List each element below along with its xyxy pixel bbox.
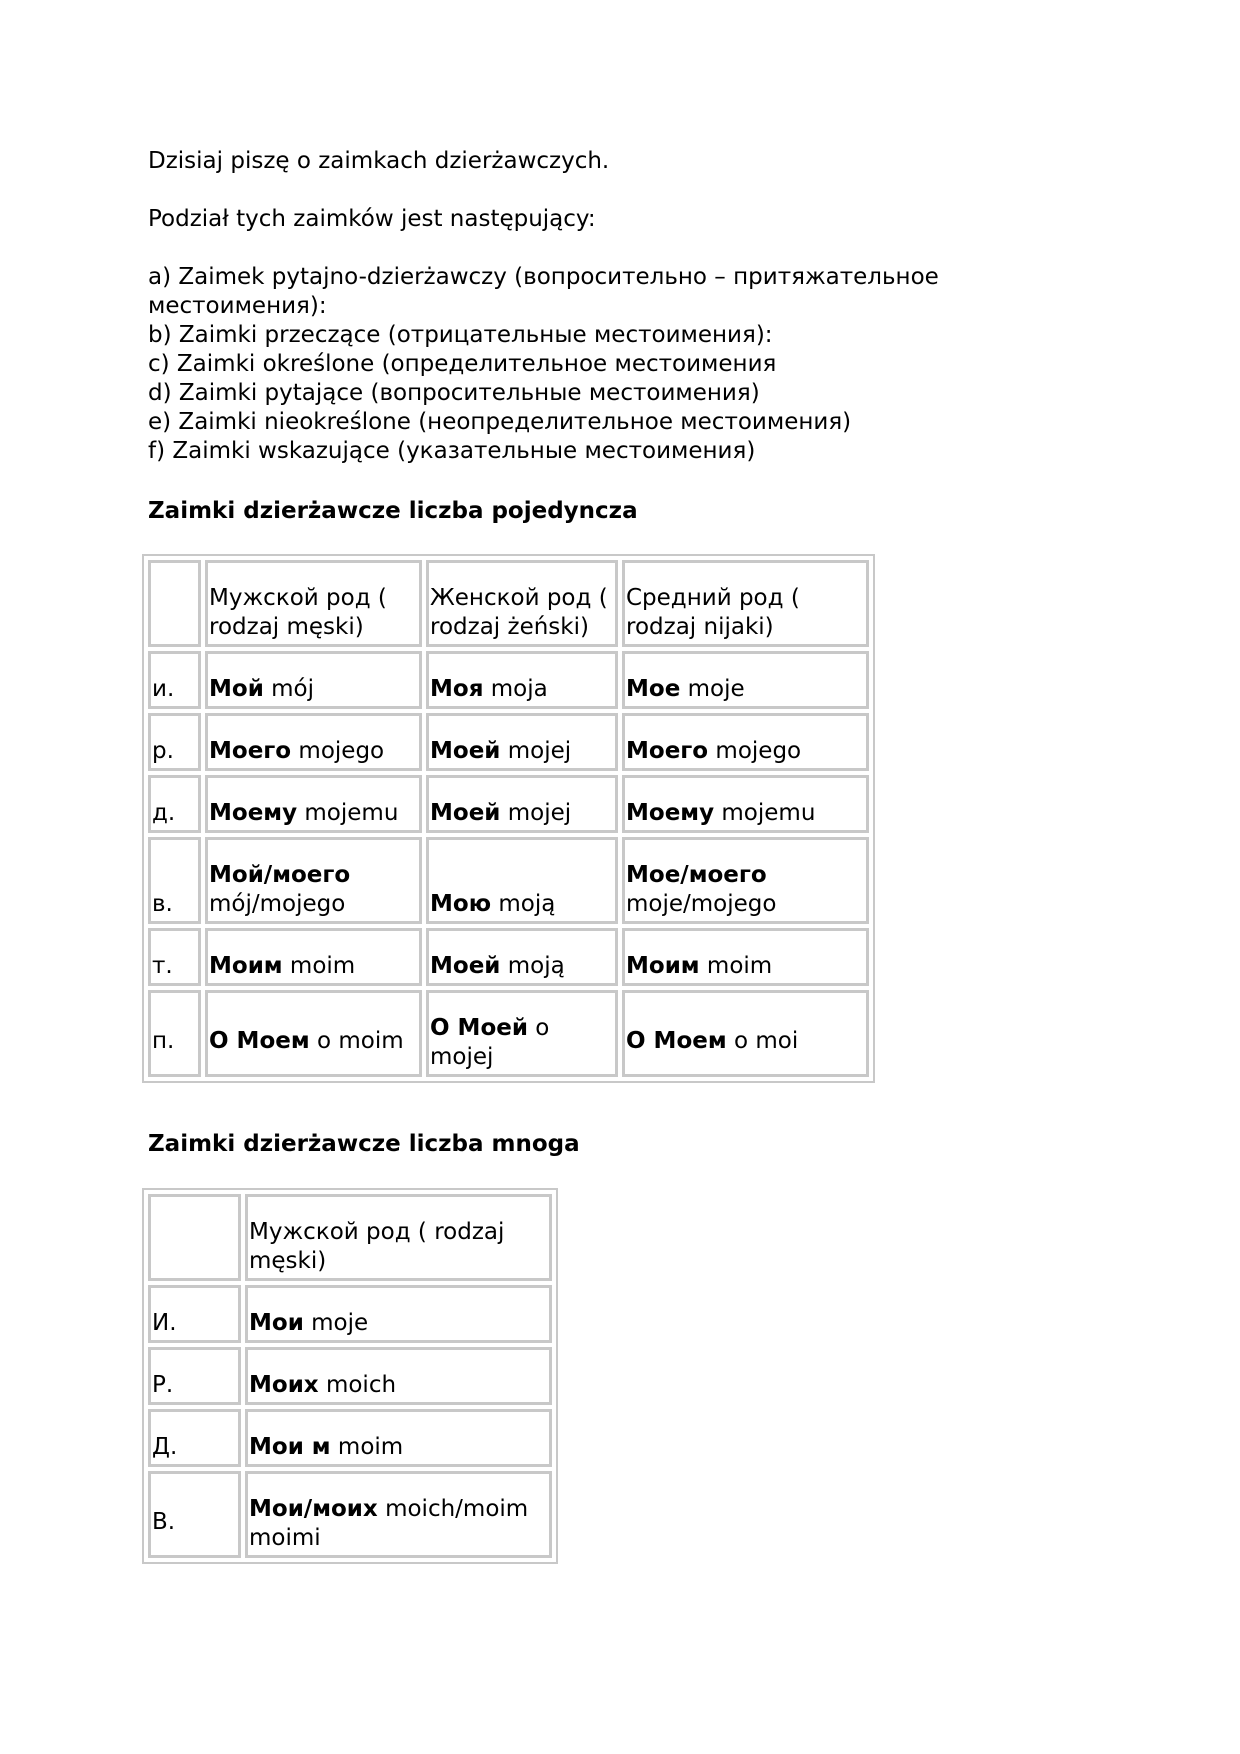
feminine-cell: Моя moja [426,651,618,709]
list-line-a: a) Zaimek pytajno-dzierżawczy (вопросительно – притяжательное [148,264,939,290]
neuter-cell: Моим moim [622,928,869,986]
masculine-cell: О Моем o moim [205,990,422,1077]
list-line-c: c) Zaimki określone (определительное местоимения [148,351,777,377]
table-row [148,713,869,771]
feminine-cell: Моей moją [426,928,618,986]
case-cell: И. [148,1285,241,1343]
table-row [148,1285,552,1343]
case-cell: Р. [148,1347,241,1405]
table-row [148,1471,552,1558]
table-row [148,1409,552,1467]
list-line-d: d) Zaimki pytające (вопросительные местоимения) [148,380,760,406]
list-line-a-cont: местоимения): [148,293,327,319]
table-row [148,651,869,709]
neuter-cell: Моему mojemu [622,775,869,833]
case-cell: Д. [148,1409,241,1467]
intro-line-2: Podział tych zaimków jest następujący: [148,206,596,232]
masculine-cell: Мой/моего mój/mojego [205,837,422,924]
case-cell: В. [148,1471,241,1558]
case-cell: р. [148,713,201,771]
table-row [148,990,869,1077]
masculine-cell: Моему mojemu [205,775,422,833]
feminine-cell: О Моей o mojej [426,990,618,1077]
heading-singular: Zaimki dzierżawcze liczba pojedyncza [148,498,638,524]
masculine-cell: Мои м moim [245,1409,552,1467]
table-header-row [148,560,869,647]
masculine-cell: Мой mój [205,651,422,709]
neuter-cell: Моего mojego [622,713,869,771]
header-cell-empty [148,1194,241,1281]
header-cell-empty [148,560,201,647]
masculine-cell: Моего mojego [205,713,422,771]
table-row [148,775,869,833]
case-cell: п. [148,990,201,1077]
heading-plural: Zaimki dzierżawcze liczba mnoga [148,1131,580,1157]
neuter-cell: Мое/моего moje/mojego [622,837,869,924]
case-cell: в. [148,837,201,924]
case-cell: т. [148,928,201,986]
plural-declension-table [142,1188,558,1564]
table-row [148,1347,552,1405]
masculine-cell: Моим moim [205,928,422,986]
header-cell-feminine: Женской род ( rodzaj żeński) [426,560,618,647]
header-cell-masculine: Мужской род ( rodzaj męski) [245,1194,552,1281]
header-cell-neuter: Средний род ( rodzaj nijaki) [622,560,869,647]
singular-declension-table [142,554,875,1083]
case-cell: и. [148,651,201,709]
feminine-cell: Моей mojej [426,775,618,833]
list-line-b: b) Zaimki przeczące (отрицательные местоимения): [148,322,773,348]
case-cell: д. [148,775,201,833]
neuter-cell: Мое moje [622,651,869,709]
neuter-cell: О Моем o moi [622,990,869,1077]
list-line-f: f) Zaimki wskazujące (указательные местоимения) [148,438,756,464]
masculine-cell: Мои/моих moich/moim moimi [245,1471,552,1558]
masculine-cell: Мои moje [245,1285,552,1343]
table-header-row [148,1194,552,1281]
table-row [148,928,869,986]
masculine-cell: Моих moich [245,1347,552,1405]
list-line-e: e) Zaimki nieokreślone (неопределительное местоимения) [148,409,852,435]
header-cell-masculine: Мужской род ( rodzaj męski) [205,560,422,647]
feminine-cell: Мою moją [426,837,618,924]
intro-line-1: Dzisiaj piszę o zaimkach dzierżawczych. [148,148,610,174]
table-row [148,837,869,924]
feminine-cell: Моей mojej [426,713,618,771]
